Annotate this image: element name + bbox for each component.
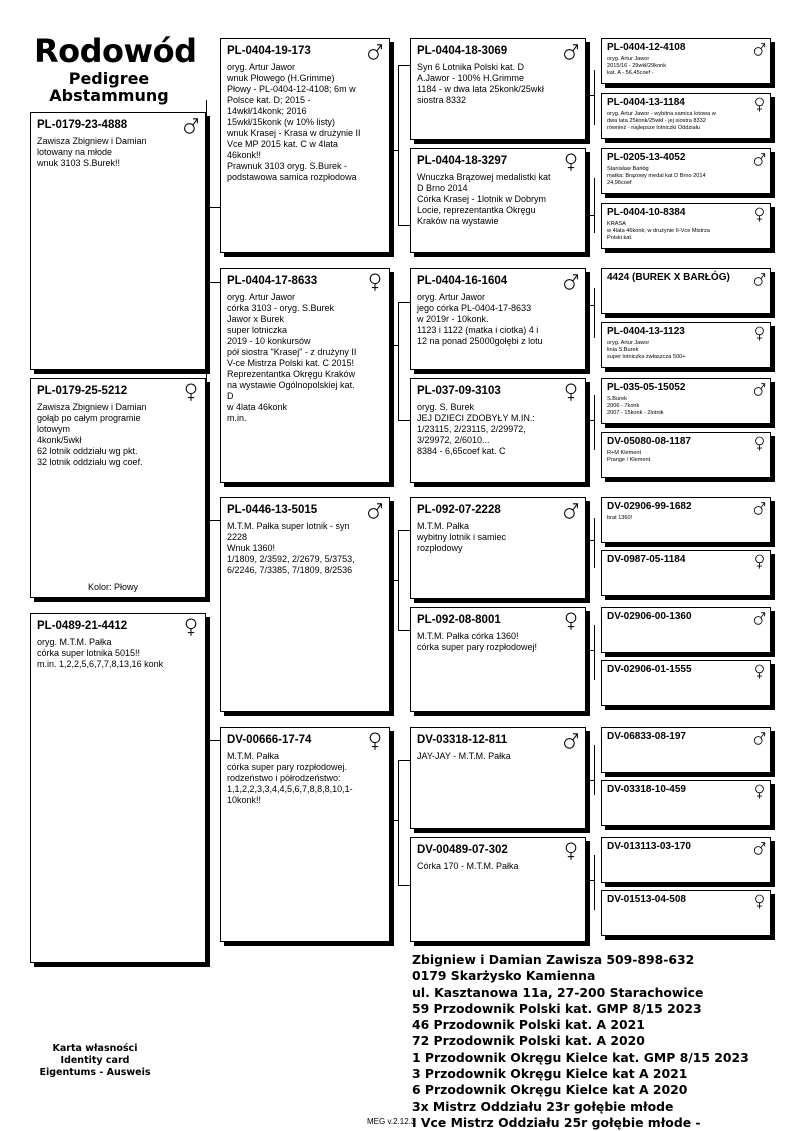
ring-number: PL-0404-13-1184 <box>607 97 685 108</box>
pigeon-card <box>220 497 390 712</box>
pigeon-card <box>30 378 206 598</box>
pigeon-card <box>601 432 771 478</box>
pedigree-subtitle-de: Abstammung <box>49 86 169 105</box>
female-icon <box>753 553 766 570</box>
owner-line: 1 Przodownik Okręgu Kielce kat. GMP 8/15 2023 <box>412 1049 749 1065</box>
ring-number: PL-0404-16-1604 <box>417 275 508 287</box>
connector <box>594 625 595 680</box>
ring-number: DV-03318-12-811 <box>417 734 508 746</box>
pigeon-card <box>601 322 771 368</box>
ring-number: PL-0404-12-4108 <box>607 42 686 53</box>
ring-number: PL-0404-10-8384 <box>607 207 686 218</box>
female-icon <box>183 382 199 402</box>
connector <box>594 70 595 125</box>
pigeon-card <box>601 378 771 424</box>
connector <box>586 780 594 781</box>
pigeon-description: Zawisza Zbigniew i Damian lotowany na młode wnuk 3103 S.Burek!! <box>37 136 147 168</box>
connector <box>398 760 399 885</box>
connector <box>594 395 595 450</box>
pigeon-description: oryg. Artur Jawor córka 3103 - oryg. S.Burek Jawor x Burek super lotniczka 2019 - 10 konkursów pół siostra "Krasej" - z drużyny II V-ce Mistrza Polski kat. C 2015! Reprezentantka Okręgu Kraków na wystawie Ogólnopolskiej kat. D w 4lata 46konk m.in. <box>227 292 357 423</box>
pigeon-card <box>601 148 771 194</box>
ring-number: PL-092-07-2228 <box>417 504 501 516</box>
pigeon-card <box>220 268 390 483</box>
male-icon <box>753 500 766 517</box>
version-label: MEG v.2.12.3 <box>367 1117 416 1126</box>
pigeon-description: oryg. S. Burek JEJ DZIECI ZDOBYŁY M.IN.: 1/23115, 2/23115, 2/29972, 3/29972, 2/6010... 8384 - 6,65coef kat. C <box>417 402 535 456</box>
ring-number: DV-03318-10-459 <box>607 784 686 795</box>
female-icon <box>563 152 579 172</box>
male-icon <box>753 151 766 168</box>
pigeon-card <box>601 38 771 84</box>
identity-line: Eigentums - Ausweis <box>39 1067 151 1078</box>
pigeon-card <box>601 727 771 773</box>
pigeon-description: brat 1360! <box>607 515 633 521</box>
pigeon-description: JAY-JAY - M.T.M. Pałka <box>417 751 511 761</box>
ring-number: PL-0404-19-173 <box>227 45 311 57</box>
connector <box>594 855 595 910</box>
male-icon <box>753 381 766 398</box>
pigeon-description: oryg. Artur Jawor jego córka PL-0404-17-8633 w 2019r - 10konk. 1123 i 1122 (matka i ciotka) 4 i 12 na ponad 25000gołębi z lotu <box>417 292 543 346</box>
connector <box>398 65 410 66</box>
connector <box>398 530 410 531</box>
female-icon <box>367 731 383 751</box>
pigeon-card <box>601 890 771 936</box>
pigeon-description: M.T.M. Pałka córka super pary rozpłodowej. rodzeństwo i półrodzeństwo: 1,1,2,2,3,3,4,4,5,6,7,8,8,8,10,1- 10konk!! <box>227 751 353 805</box>
male-icon <box>753 730 766 747</box>
pigeon-card <box>220 38 390 253</box>
pigeon-card <box>601 268 771 314</box>
identity-line: Karta własności <box>52 1043 138 1054</box>
pigeon-card <box>410 268 586 370</box>
owner-line: Zbigniew i Damian Zawisza 509-898-632 <box>412 952 695 967</box>
connector <box>586 420 594 421</box>
ring-number: 4424 (BUREK X BARŁÓG) <box>607 272 730 283</box>
connector <box>206 282 207 382</box>
pedigree-title: Rodowód <box>34 32 197 70</box>
ring-number: PL-035-05-15052 <box>607 382 686 393</box>
ring-number: DV-02906-99-1682 <box>607 501 692 512</box>
connector <box>594 745 595 795</box>
connector <box>594 178 595 233</box>
connector <box>206 740 220 741</box>
pigeon-description: oryg. Artur Jawor - wybitna samica lotowa w dwa lata 25konk/25wkł - jej siostra 8332 również - najlepsze lotniczki Oddziału <box>607 111 716 131</box>
connector <box>206 207 220 208</box>
connector <box>586 650 594 651</box>
male-icon <box>753 271 766 288</box>
pigeon-card <box>601 203 771 249</box>
male-icon <box>563 42 579 62</box>
pigeon-description: Syn 6 Lotnika Polski kat. D A.Jawor - 100% H.Grimme 1184 - w dwa lata 25konk/25wkł siostra 8332 <box>417 62 544 105</box>
pigeon-description: Zawisza Zbigniew i Damian gołąb po całym programie lotowym 4konk/5wkł 62 lotnik oddziału wg pkt. 32 lotnik oddziału wg coef. <box>37 402 147 467</box>
connector <box>206 520 220 521</box>
connector <box>390 580 398 581</box>
connector <box>206 660 207 740</box>
female-icon <box>183 617 199 637</box>
ring-number: DV-00489-07-302 <box>417 844 508 856</box>
ring-number: DV-0987-05-1184 <box>607 554 686 565</box>
identity-line: Identity card <box>60 1055 130 1066</box>
ring-number: PL-0489-21-4412 <box>37 620 128 632</box>
male-icon <box>753 610 766 627</box>
ring-number: DV-01513-04-508 <box>607 894 686 905</box>
pigeon-description: oryg. Artur Jawor 2015/16 - 29wkł/29konk kat. A - 56,45coef - <box>607 56 667 76</box>
owner-line: 59 Przodownik Polski kat. GMP 8/15 2023 <box>412 1000 702 1016</box>
connector <box>398 760 410 761</box>
connector <box>586 215 594 216</box>
owner-line: 72 Przodownik Polski kat. A 2020 <box>412 1033 645 1049</box>
connector <box>398 65 399 225</box>
pigeon-card <box>410 38 586 140</box>
connector <box>398 530 399 630</box>
color-note: Kolor: Płowy <box>88 582 139 592</box>
pigeon-card <box>410 607 586 712</box>
ring-number: DV-00666-17-74 <box>227 734 312 746</box>
pigeon-card <box>30 613 206 963</box>
connector <box>390 820 398 821</box>
ring-number: DV-06833-08-197 <box>607 731 686 742</box>
pigeon-card <box>601 93 771 139</box>
pigeon-description: Córka 170 - M.T.M. Pałka <box>417 861 519 871</box>
male-icon <box>563 272 579 292</box>
ring-number: PL-0179-23-4888 <box>37 119 128 131</box>
pigeon-description: Wnuczka Brązowej medalistki kat D Brno 2014 Córka Krasej - 1lotnik w Dobrym Locie, reprezentantka Okręgu Kraków na wystawie <box>417 172 551 226</box>
ring-number: PL-0404-18-3069 <box>417 45 508 57</box>
connector <box>398 302 399 420</box>
ring-number: DV-02906-00-1360 <box>607 611 692 622</box>
connector <box>594 288 595 338</box>
female-icon <box>753 96 766 113</box>
pigeon-card <box>410 378 586 483</box>
pigeon-card <box>601 497 771 543</box>
owner-line: ul. Kasztanowa 11a, 27-200 Starachowice <box>412 984 704 1000</box>
owner-line: 0179 Skarżysko Kamienna <box>412 968 596 984</box>
owner-line: 46 Przodownik Polski kat. A 2021 <box>412 1017 645 1033</box>
male-icon <box>183 116 199 136</box>
ring-number: PL-0404-17-8633 <box>227 275 318 287</box>
connector <box>398 302 410 303</box>
ring-number: DV-013113-03-170 <box>607 841 691 852</box>
ring-number: DV-02906-01-1555 <box>607 664 692 675</box>
owner-line: 6 Przodownik Okręgu Kielce kat A 2020 <box>412 1082 688 1098</box>
owner-line: 3 Przodownik Okręgu Kielce kat A 2021 <box>412 1066 688 1082</box>
pigeon-description: M.T.M. Pałka wybitny lotnik i samiec rozpłodowy <box>417 521 507 553</box>
male-icon <box>753 840 766 857</box>
pigeon-card <box>410 148 586 253</box>
female-icon <box>563 611 579 631</box>
ring-number: PL-037-09-3103 <box>417 385 501 397</box>
connector <box>390 345 398 346</box>
connector <box>206 520 207 600</box>
ring-number: PL-0446-13-5015 <box>227 504 318 516</box>
pigeon-description: oryg. M.T.M. Pałka córka super lotnika 5015!! m.in. 1,2,2,5,6,7,7,8,13,16 konk <box>37 637 164 669</box>
pedigree-subtitle-en: Pedigree <box>68 69 150 88</box>
owner-line: I Vce Mistrz Oddziału 25r gołębie młode - <box>412 1114 701 1130</box>
pigeon-description: oryg. Artur Jawor linia S.Burek super lotniczka zwłaszcza 500+ <box>607 340 686 360</box>
pigeon-card <box>410 727 586 829</box>
pigeon-card <box>30 112 206 370</box>
female-icon <box>563 382 579 402</box>
connector <box>398 630 410 631</box>
female-icon <box>367 272 383 292</box>
owner-info <box>412 952 792 1131</box>
female-icon <box>753 435 766 452</box>
pigeon-description: R+M Klement Prange / Klement <box>607 450 651 463</box>
connector <box>586 880 594 881</box>
pigeon-card <box>601 607 771 653</box>
female-icon <box>563 841 579 861</box>
pigeon-card <box>410 837 586 942</box>
pigeon-card <box>601 660 771 706</box>
pigeon-description: KRASA w 4lata 46konk, w drużynie II-Vce Mistrza Polski kat. <box>607 221 710 241</box>
connector <box>586 95 594 96</box>
pigeon-card <box>220 727 390 942</box>
ring-number: PL-0404-13-1123 <box>607 326 685 337</box>
male-icon <box>563 731 579 751</box>
pigeon-card <box>410 497 586 599</box>
ring-number: DV-05080-08-1187 <box>607 436 691 447</box>
ring-number: PL-0179-25-5212 <box>37 385 128 397</box>
identity-card-label <box>20 1043 170 1079</box>
male-icon <box>753 41 766 58</box>
connector <box>206 100 207 207</box>
connector <box>206 282 220 283</box>
female-icon <box>753 893 766 910</box>
owner-line: 3x Mistrz Oddziału 23r gołębie młode <box>412 1098 674 1114</box>
female-icon <box>753 783 766 800</box>
ring-number: PL-0205-13-4052 <box>607 152 686 163</box>
connector <box>586 540 594 541</box>
pigeon-description: Stanisław Barłóg matka: Brązowy medal kat D Brno 2014 24,96coef <box>607 166 706 186</box>
pigeon-description: M.T.M. Pałka super lotnik - syn 2228 Wnuk 1360! 1/1809, 2/3592, 2/2679, 5/3753, 6/2246, 7/3385, 7/1809, 8/2536 <box>227 521 355 575</box>
pigeon-description: S.Burek 2006 - 7konk 2007 - 15konk - 2lotnik <box>607 396 664 416</box>
connector <box>586 305 594 306</box>
pigeon-card <box>601 780 771 826</box>
male-icon <box>563 501 579 521</box>
female-icon <box>753 206 766 223</box>
connector <box>594 518 595 568</box>
connector <box>398 885 410 886</box>
pigeon-description: oryg. Artur Jawor wnuk Płowego (H.Grimme) Płowy - PL-0404-12-4108; 6m w Polsce kat. D; 2015 - 14wkł/14konk; 2016 15wkł/15konk (w 10% listy) wnuk Krasej - Krasa w drużynie II Vce MP 2015 kat. C w 4lata 46konk!! Prawnuk 3103 oryg. S.Burek - podstawowa samica rozpłodowa <box>227 62 361 182</box>
connector <box>398 420 410 421</box>
pigeon-card <box>601 550 771 596</box>
male-icon <box>367 501 383 521</box>
connector <box>398 225 410 226</box>
pigeon-description: M.T.M. Pałka córka 1360! córka super pary rozpłodowej! <box>417 631 538 652</box>
ring-number: PL-092-08-8001 <box>417 614 501 626</box>
pigeon-card <box>601 837 771 883</box>
female-icon <box>753 325 766 342</box>
male-icon <box>367 42 383 62</box>
connector <box>390 150 398 151</box>
ring-number: PL-0404-18-3297 <box>417 155 508 167</box>
female-icon <box>753 663 766 680</box>
